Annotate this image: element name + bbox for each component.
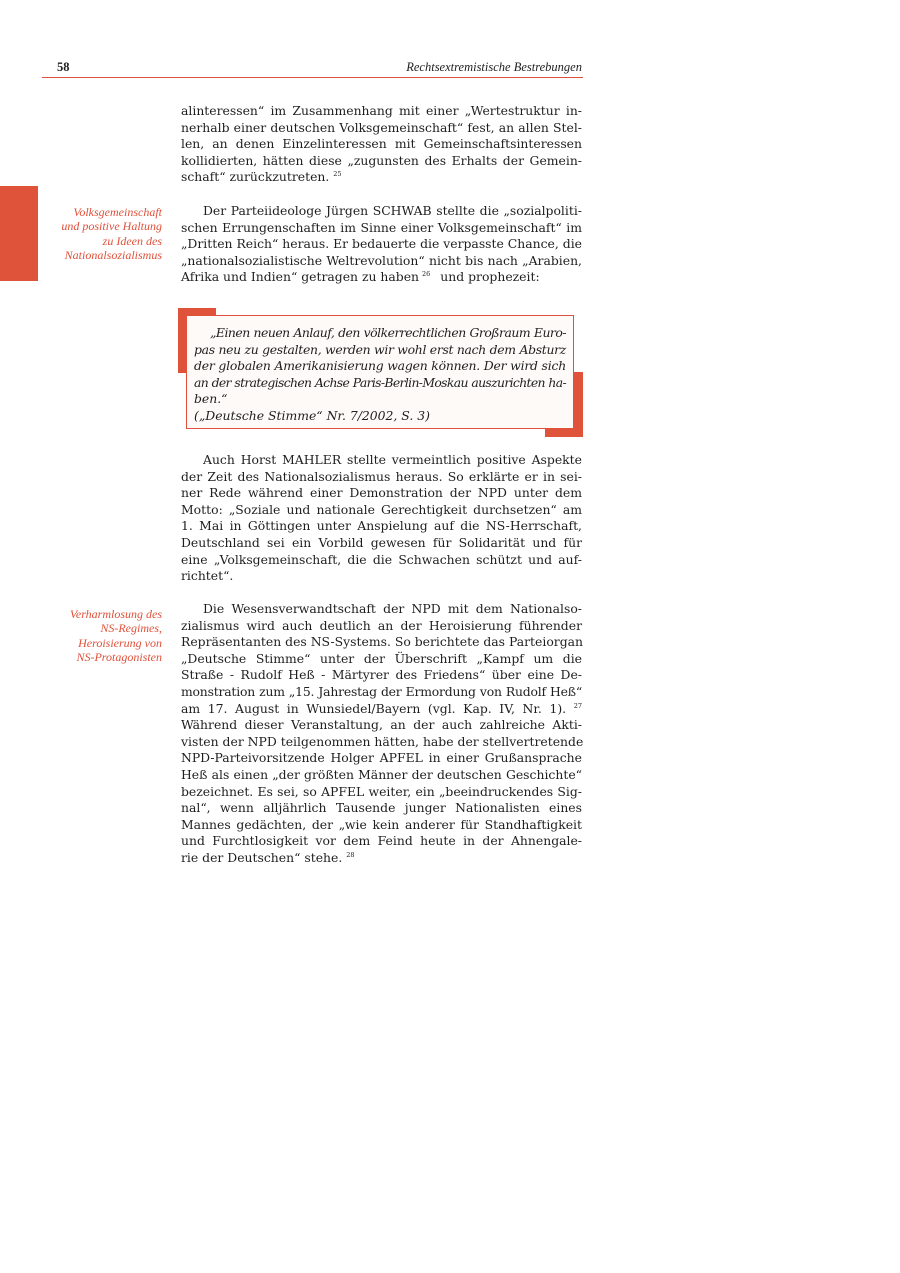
- quote-line: an der strategischen Achse Paris-Berlin-Moskau auszurichten ha-: [194, 374, 566, 390]
- header-rule: [42, 77, 583, 78]
- text-line: visten der NPD teilgenommen hätten, habe der stellvertretende: [181, 733, 584, 749]
- text-line: Während dieser Veranstaltung, an der auch zahlreiche Akti-: [181, 717, 582, 733]
- margin-note-line: NS-Protagonisten: [76, 649, 162, 664]
- text-line: schen Errungenschaften im Sinne einer Volksgemeinschaft“ im: [181, 219, 582, 235]
- text-line: Die Wesensverwandtschaft der NPD mit dem Nationalso-: [203, 601, 582, 616]
- text-line: len, an denen Einzelinteressen mit Gemeinschaftsinteressen: [181, 136, 582, 152]
- footnote-ref: 25: [333, 170, 342, 179]
- paragraph-1: [181, 103, 582, 186]
- text-line: „Dritten Reich“ heraus. Er bedauerte die verpasste Chance, die: [181, 236, 582, 252]
- text-line: Motto: „Soziale und nationale Gerechtigkeit durchsetzen“ am: [181, 501, 582, 517]
- text-run: schaft“ zurückzutreten.: [181, 169, 330, 185]
- margin-note-line: Verharmlosung des: [69, 607, 162, 621]
- text-line: eine „Volksgemeinschaft, die die Schwachen schützt und auf-: [181, 551, 582, 567]
- text-line: [181, 701, 582, 718]
- text-line: ner Rede während einer Demonstration der NPD unter dem: [181, 485, 582, 501]
- margin-note-line: NS-Regimes,: [100, 621, 162, 636]
- margin-note-verharmlosung: [70, 607, 162, 664]
- text-run: Afrika und Indien“ getragen zu haben: [181, 269, 420, 285]
- quote-line: „Einen neuen Anlauf, den völkerrechtlichen Großraum Euro-: [210, 325, 566, 340]
- quote-line: pas neu zu gestalten, werden wir wohl erst nach dem Absturz: [194, 341, 566, 357]
- quote-line: ben.“: [194, 391, 228, 407]
- text-line: Straße - Rudolf Heß - Märtyrer des Friedens“ über eine De-: [181, 667, 582, 683]
- text-line: und Furchtlosigkeit vor dem Feind heute in der Ahnengale-: [181, 833, 582, 849]
- text-run: rie der Deutschen“ stehe.: [181, 849, 343, 865]
- text-line: [181, 269, 582, 286]
- text-line: [181, 169, 582, 186]
- text-run: und prophezeit:: [440, 269, 540, 285]
- running-head: Rechtsextremistische Bestrebungen: [406, 60, 582, 74]
- footnote-ref: 26: [422, 270, 431, 279]
- margin-note-volksgemeinschaft: [61, 205, 162, 262]
- text-line: Heß als einen „der größten Männer der deutschen Geschichte“: [181, 766, 582, 782]
- paragraph-4: [181, 601, 582, 867]
- margin-note-line: Heroisierung von: [78, 635, 162, 650]
- margin-note-line: Nationalsozialismus: [64, 247, 162, 262]
- margin-note-line: zu Ideen des: [102, 233, 162, 248]
- text-line: [181, 850, 582, 867]
- margin-note-line: Volksgemeinschaft: [73, 205, 162, 219]
- quote-source: („Deutsche Stimme“ Nr. 7/2002, S. 3): [194, 407, 430, 423]
- text-line: „nationalsozialistische Weltrevolution“ nicht bis nach „Arabien,: [181, 252, 582, 268]
- text-line: nerhalb einer deutschen Volksgemeinschaft“ fest, an allen Stel-: [181, 119, 582, 135]
- footnote-ref: 27: [573, 701, 582, 710]
- page-number: 58: [57, 60, 70, 74]
- section-side-tab: [0, 186, 38, 281]
- text-line: bezeichnet. Es sei, so APFEL weiter, ein „beeindruckendes Sig-: [181, 783, 582, 799]
- text-line: NPD-Parteivorsitzende Holger APFEL in einer Grußansprache: [181, 750, 582, 766]
- margin-note-line: und positive Haltung: [61, 219, 162, 234]
- text-line: der Zeit des Nationalsozialismus heraus. So erklärte er in sei-: [181, 468, 582, 484]
- text-line: kollidierten, hätten diese „zugunsten des Erhalts der Gemein-: [181, 152, 582, 168]
- text-line: „Deutsche Stimme“ unter der Überschrift „Kampf um die: [181, 650, 582, 666]
- paragraph-2: [181, 203, 582, 286]
- paragraph-3: [181, 452, 582, 585]
- text-line: Deutschland sei ein Vorbild gewesen für Solidarität und für: [181, 534, 582, 550]
- text-line: alinteressen“ im Zusammenhang mit einer „Wertestruktur in-: [181, 103, 582, 118]
- text-line: Repräsentanten des NS-Systems. So berichtete das Parteiorgan: [181, 634, 584, 650]
- text-line: Mannes gedächten, der „wie kein anderer für Standhaftigkeit: [181, 816, 582, 832]
- quote-box: [186, 315, 574, 429]
- quote-line: der globalen Amerikanisierung wagen können. Der wird sich: [194, 358, 566, 374]
- footnote-ref: 28: [346, 850, 355, 859]
- text-line: Der Parteiideologe Jürgen SCHWAB stellte die „sozialpoliti-: [203, 203, 582, 218]
- text-line: nal“, wenn alljährlich Tausende junger Nationalisten eines: [181, 800, 582, 816]
- blockquote: [178, 308, 583, 437]
- text-line: zialismus wird auch deutlich an der Heroisierung führender: [181, 617, 582, 633]
- text-line: Auch Horst MAHLER stellte vermeintlich positive Aspekte: [203, 452, 582, 467]
- text-line: monstration zum „15. Jahrestag der Ermordung von Rudolf Heß“: [181, 683, 582, 699]
- text-line: 1. Mai in Göttingen unter Anspielung auf die NS-Herrschaft,: [181, 518, 582, 534]
- text-run: am 17. August in Wunsiedel/Bayern (vgl. Kap. IV, Nr. 1).: [181, 700, 567, 716]
- text-line: richtet“.: [181, 568, 234, 584]
